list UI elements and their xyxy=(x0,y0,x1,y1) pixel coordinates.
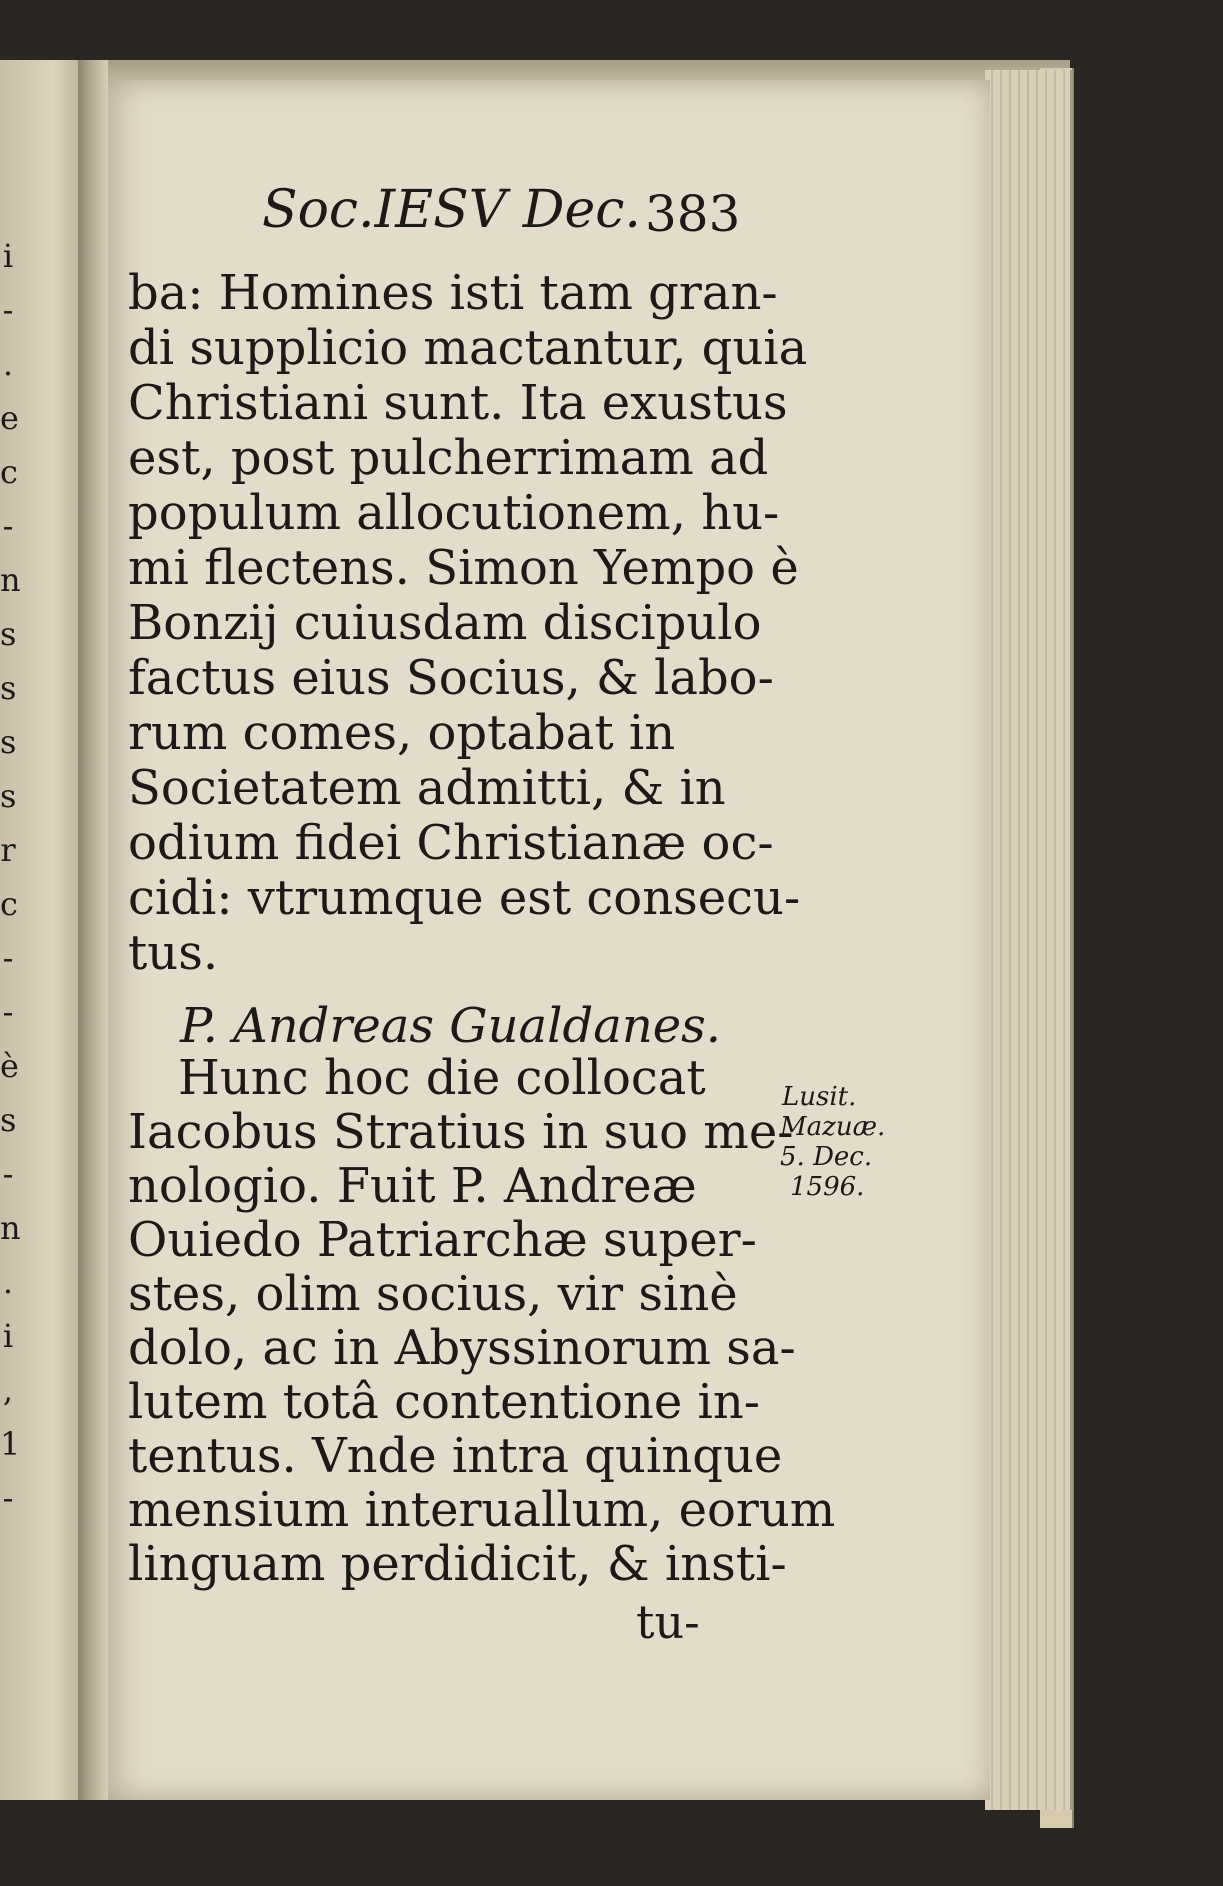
page-number: 383 xyxy=(645,185,741,243)
left-page-glyph: c xyxy=(0,453,18,491)
left-facing-page xyxy=(0,60,88,1800)
page-edge-stack xyxy=(985,70,1073,1810)
left-page-glyph: . xyxy=(2,345,14,383)
text-line: rum comes, optabat in xyxy=(128,705,676,761)
left-page-glyph: - xyxy=(2,939,14,977)
left-page-glyph: e xyxy=(0,399,19,437)
text-line: mi flectens. Simon Yempo è xyxy=(128,540,799,596)
left-page-glyph: c xyxy=(0,885,18,923)
text-line: linguam perdidicit, & insti- xyxy=(128,1536,787,1592)
left-page-glyph: i xyxy=(2,1317,14,1355)
left-page-glyph: s xyxy=(0,669,17,707)
book-gutter xyxy=(78,60,108,1800)
left-page-glyph: è xyxy=(0,1047,19,1085)
text-line: Ouiedo Patriarchæ super- xyxy=(128,1212,757,1268)
text-line: nologio. Fuit P. Andreæ xyxy=(128,1158,697,1214)
text-line: odium fidei Christianæ oc- xyxy=(128,815,774,871)
left-page-glyph: - xyxy=(2,993,14,1031)
text-line: Bonzij cuiusdam discipulo xyxy=(128,595,762,651)
margin-note-line: Lusit. xyxy=(782,1082,857,1112)
left-page-glyph: 1 xyxy=(0,1425,21,1463)
section-heading: P. Andreas Gualdanes. xyxy=(180,998,722,1054)
text-line: populum allocutionem, hu- xyxy=(128,485,780,541)
left-page-glyph: s xyxy=(0,1101,17,1139)
left-page-glyph: - xyxy=(2,291,14,329)
text-line: ba: Homines isti tam gran- xyxy=(128,265,778,321)
catchword: tu- xyxy=(636,1595,700,1649)
left-page-glyph: , xyxy=(2,1371,14,1409)
text-line: dolo, ac in Abyssinorum sa- xyxy=(128,1320,796,1376)
left-page-glyph: i xyxy=(2,237,14,275)
left-page-glyph: n xyxy=(0,1209,21,1247)
text-line: Christiani sunt. Ita exustus xyxy=(128,375,788,431)
margin-note-line: 1596. xyxy=(790,1172,865,1202)
text-line: Societatem admitti, & in xyxy=(128,760,726,816)
running-title: Soc.IESV Dec. xyxy=(262,180,641,240)
left-page-glyph: . xyxy=(2,1263,14,1301)
text-line: di supplicio mactantur, quia xyxy=(128,320,808,376)
text-line: stes, olim socius, vir sinè xyxy=(128,1266,738,1322)
text-line: tentus. Vnde intra quinque xyxy=(128,1428,783,1484)
margin-note-line: 5. Dec. xyxy=(780,1142,873,1172)
text-line: factus eius Socius, & labo- xyxy=(128,650,774,706)
left-page-glyph: s xyxy=(0,723,17,761)
left-page-glyph: s xyxy=(0,777,17,815)
text-line: Hunc hoc die collocat xyxy=(178,1050,706,1106)
left-page-glyph: - xyxy=(2,1479,14,1517)
text-line: lutem totâ contentione in- xyxy=(128,1374,760,1430)
margin-note-line: Mazuæ. xyxy=(780,1112,886,1142)
text-line: est, post pulcherrimam ad xyxy=(128,430,769,486)
left-page-glyph: r xyxy=(0,831,16,869)
left-page-glyph: n xyxy=(0,561,21,599)
text-line: mensium interuallum, eorum xyxy=(128,1482,836,1538)
left-page-glyph: s xyxy=(0,615,17,653)
text-line: Iacobus Stratius in suo me- xyxy=(128,1104,794,1160)
left-page-glyph: - xyxy=(2,1155,14,1193)
text-line: tus. xyxy=(128,925,219,981)
left-page-glyph: - xyxy=(2,507,14,545)
text-line: cidi: vtrumque est consecu- xyxy=(128,870,801,926)
